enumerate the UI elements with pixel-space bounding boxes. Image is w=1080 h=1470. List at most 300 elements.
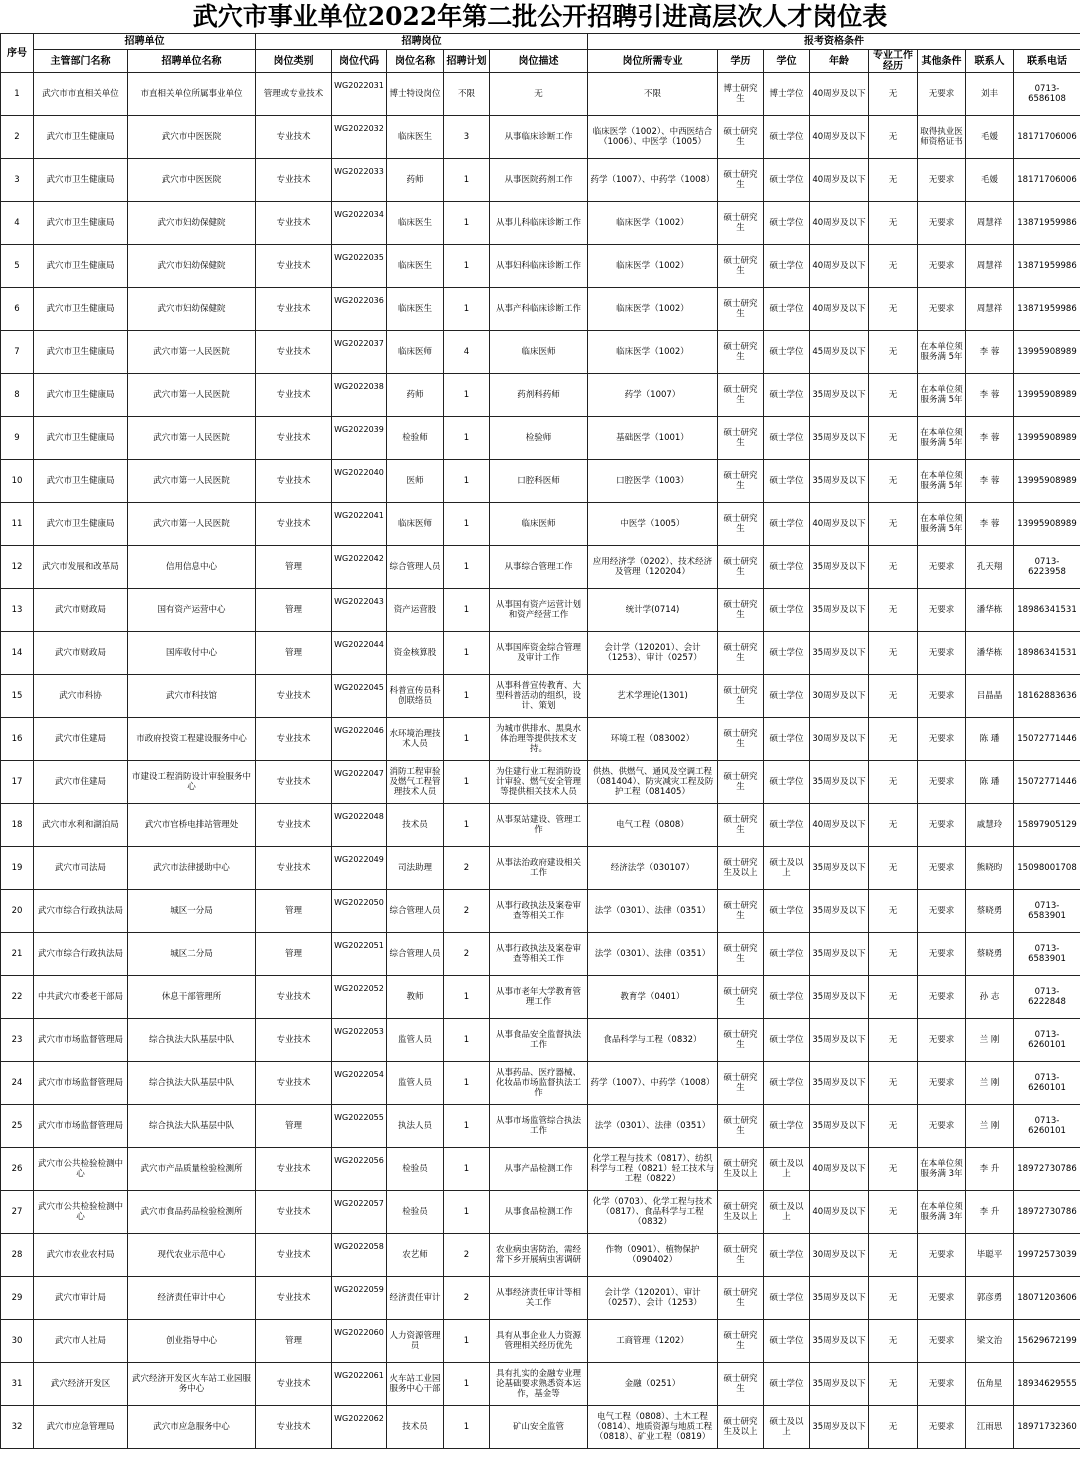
cell-unit: 武穴经济开发区火车站工业园服务中心	[128, 1363, 256, 1406]
cell-unit: 城区一分局	[128, 890, 256, 933]
cell-unit: 武穴市法律援助中心	[128, 847, 256, 890]
cell-other: 无要求	[918, 202, 966, 245]
cell-dept: 武穴市审计局	[34, 1277, 128, 1320]
cell-contact: 兰 刚	[966, 1105, 1014, 1148]
cell-code: WG2022052	[332, 976, 387, 1019]
cell-age: 30周岁及以下	[810, 675, 869, 718]
table-row	[1, 460, 1080, 503]
cell-unit: 综合执法大队基层中队	[128, 1019, 256, 1062]
cell-degree: 硕士学位	[764, 417, 810, 460]
cell-unit: 创业指导中心	[128, 1320, 256, 1363]
cell-other: 无要求	[918, 73, 966, 116]
cell-phone: 18971732360	[1014, 1406, 1080, 1449]
cell-age: 35周岁及以下	[810, 1363, 869, 1406]
cell-category: 管理	[256, 890, 332, 933]
cell-code: WG2022043	[332, 589, 387, 632]
table-row	[1, 761, 1080, 804]
cell-code: WG2022033	[332, 159, 387, 202]
cell-edu: 硕士研究生	[718, 460, 764, 503]
cell-post: 临床医生	[387, 288, 444, 331]
cell-degree: 硕士学位	[764, 202, 810, 245]
table-row	[1, 245, 1080, 288]
cell-desc: 农业病虫害防治，需经常下乡开展病虫害调研	[490, 1234, 588, 1277]
cell-age: 35周岁及以下	[810, 1019, 869, 1062]
cell-post: 药师	[387, 159, 444, 202]
cell-unit: 武穴市官桥电排站管理处	[128, 804, 256, 847]
cell-edu: 硕士研究生	[718, 890, 764, 933]
cell-contact: 毕聪平	[966, 1234, 1014, 1277]
cell-edu: 硕士研究生	[718, 331, 764, 374]
cell-seq: 10	[1, 460, 34, 503]
cell-major: 化学工程与技术（0817）、纺织科学与工程（0821）轻工技术与工程（0822）	[588, 1148, 718, 1191]
table-row	[1, 417, 1080, 460]
cell-desc: 临床医师	[490, 331, 588, 374]
cell-major: 不限	[588, 73, 718, 116]
cell-age: 35周岁及以下	[810, 933, 869, 976]
cell-other: 无要求	[918, 1277, 966, 1320]
cell-degree: 博士学位	[764, 73, 810, 116]
table-row	[1, 1191, 1080, 1234]
cell-post: 药师	[387, 374, 444, 417]
cell-post: 科普宣传员科创联络员	[387, 675, 444, 718]
cell-other: 在本单位须服务满 5年	[918, 460, 966, 503]
cell-major: 临床医学（1002）	[588, 245, 718, 288]
cell-desc: 从事医院药剂工作	[490, 159, 588, 202]
cell-exp: 无	[869, 1191, 918, 1234]
cell-code: WG2022048	[332, 804, 387, 847]
table-body	[1, 73, 1080, 1449]
cell-code: WG2022054	[332, 1062, 387, 1105]
cell-degree: 硕士学位	[764, 159, 810, 202]
table-row	[1, 1019, 1080, 1062]
cell-edu: 硕士研究生	[718, 589, 764, 632]
cell-category: 专业技术	[256, 761, 332, 804]
cell-major: 临床医学（1002）	[588, 288, 718, 331]
cell-edu: 硕士研究生	[718, 804, 764, 847]
cell-major: 电气工程（0808）、土木工程（0814）、地质资源与地质工程（0818）、矿业工程（0819）	[588, 1406, 718, 1449]
cell-contact: 兰 刚	[966, 1019, 1014, 1062]
cell-dept: 武穴市财政局	[34, 632, 128, 675]
cell-category: 专业技术	[256, 288, 332, 331]
cell-desc: 从事泵站建设、管理工作	[490, 804, 588, 847]
table-row	[1, 503, 1080, 546]
cell-exp: 无	[869, 374, 918, 417]
table-row	[1, 632, 1080, 675]
cell-desc: 从事产品检测工作	[490, 1148, 588, 1191]
cell-major: 基础医学（1001）	[588, 417, 718, 460]
cell-seq: 17	[1, 761, 34, 804]
cell-phone: 18162883636	[1014, 675, 1080, 718]
cell-contact: 李 蓉	[966, 503, 1014, 546]
table-row	[1, 1234, 1080, 1277]
cell-edu: 硕士研究生	[718, 288, 764, 331]
cell-desc: 无	[490, 73, 588, 116]
cell-exp: 无	[869, 116, 918, 159]
cell-desc: 从事妇科临床诊断工作	[490, 245, 588, 288]
cell-desc: 从事儿科临床诊断工作	[490, 202, 588, 245]
cell-edu: 硕士研究生	[718, 116, 764, 159]
cell-desc: 药剂科药师	[490, 374, 588, 417]
cell-desc: 口腔科医师	[490, 460, 588, 503]
cell-major: 药学（1007）、中药学（1008）	[588, 1062, 718, 1105]
cell-post: 临床医生	[387, 202, 444, 245]
cell-phone: 13995908989	[1014, 460, 1080, 503]
cell-seq: 29	[1, 1277, 34, 1320]
cell-exp: 无	[869, 933, 918, 976]
cell-major: 环境工程（083002）	[588, 718, 718, 761]
cell-code: WG2022055	[332, 1105, 387, 1148]
cell-plan: 1	[444, 288, 490, 331]
cell-unit: 国有资产运营中心	[128, 589, 256, 632]
cell-plan: 1	[444, 804, 490, 847]
cell-exp: 无	[869, 546, 918, 589]
cell-desc: 具有从事企业人力资源管理相关经历优先	[490, 1320, 588, 1363]
cell-unit: 休息干部管理所	[128, 976, 256, 1019]
cell-other: 在本单位须服务满 3年	[918, 1191, 966, 1234]
cell-edu: 硕士研究生	[718, 1234, 764, 1277]
cell-degree: 硕士学位	[764, 1019, 810, 1062]
table-row	[1, 1062, 1080, 1105]
cell-contact: 李 升	[966, 1191, 1014, 1234]
cell-other: 无要求	[918, 718, 966, 761]
cell-desc: 从事临床诊断工作	[490, 116, 588, 159]
cell-phone: 15897905129	[1014, 804, 1080, 847]
header-code: 岗位代码	[332, 50, 387, 73]
cell-exp: 无	[869, 417, 918, 460]
cell-plan: 1	[444, 1363, 490, 1406]
cell-major: 供热、供燃气、通风及空调工程（081404）、防灾减灾工程及防护工程（081405）	[588, 761, 718, 804]
cell-phone: 15072771446	[1014, 761, 1080, 804]
cell-code: WG2022060	[332, 1320, 387, 1363]
cell-age: 35周岁及以下	[810, 1320, 869, 1363]
cell-degree: 硕士学位	[764, 1234, 810, 1277]
header-degree: 学位	[764, 50, 810, 73]
cell-unit: 武穴市科技馆	[128, 675, 256, 718]
cell-seq: 24	[1, 1062, 34, 1105]
cell-phone: 13995908989	[1014, 417, 1080, 460]
cell-code: WG2022051	[332, 933, 387, 976]
cell-age: 35周岁及以下	[810, 417, 869, 460]
cell-category: 专业技术	[256, 1406, 332, 1449]
header-other: 其他条件	[918, 50, 966, 73]
cell-category: 专业技术	[256, 976, 332, 1019]
cell-exp: 无	[869, 159, 918, 202]
cell-contact: 李 升	[966, 1148, 1014, 1191]
cell-code: WG2022047	[332, 761, 387, 804]
cell-degree: 硕士学位	[764, 288, 810, 331]
cell-phone: 13995908989	[1014, 331, 1080, 374]
cell-code: WG2022041	[332, 503, 387, 546]
cell-edu: 硕士研究生	[718, 1019, 764, 1062]
cell-age: 40周岁及以下	[810, 116, 869, 159]
cell-desc: 具有扎实的金融专业理论基础要求熟悉资本运作，基金等	[490, 1363, 588, 1406]
cell-major: 食品科学与工程（0832）	[588, 1019, 718, 1062]
cell-unit: 市直相关单位所属事业单位	[128, 73, 256, 116]
cell-age: 35周岁及以下	[810, 632, 869, 675]
cell-seq: 15	[1, 675, 34, 718]
cell-other: 无要求	[918, 804, 966, 847]
cell-age: 35周岁及以下	[810, 589, 869, 632]
cell-edu: 硕士研究生	[718, 761, 764, 804]
header-edu: 学历	[718, 50, 764, 73]
cell-degree: 硕士学位	[764, 761, 810, 804]
table-row	[1, 933, 1080, 976]
cell-age: 40周岁及以下	[810, 503, 869, 546]
cell-plan: 1	[444, 1191, 490, 1234]
cell-edu: 硕士研究生	[718, 1277, 764, 1320]
header-condition-group: 报考资格条件	[588, 34, 1080, 50]
cell-phone: 19972573039	[1014, 1234, 1080, 1277]
cell-major: 电气工程（0808）	[588, 804, 718, 847]
cell-edu: 硕士研究生	[718, 417, 764, 460]
cell-seq: 9	[1, 417, 34, 460]
cell-dept: 武穴市公共检验检测中心	[34, 1148, 128, 1191]
cell-age: 35周岁及以下	[810, 890, 869, 933]
cell-phone: 13995908989	[1014, 503, 1080, 546]
cell-plan: 1	[444, 374, 490, 417]
header-age: 年龄	[810, 50, 869, 73]
cell-dept: 武穴市卫生健康局	[34, 288, 128, 331]
cell-major: 会计学（120201）、审计（0257）、会计（1253）	[588, 1277, 718, 1320]
cell-degree: 硕士学位	[764, 503, 810, 546]
header-category: 岗位类别	[256, 50, 332, 73]
cell-seq: 32	[1, 1406, 34, 1449]
cell-unit: 武穴市应急服务中心	[128, 1406, 256, 1449]
cell-phone: 0713-6260101	[1014, 1105, 1080, 1148]
cell-contact: 潘华栋	[966, 589, 1014, 632]
cell-seq: 23	[1, 1019, 34, 1062]
cell-desc: 临床医师	[490, 503, 588, 546]
cell-unit: 城区二分局	[128, 933, 256, 976]
cell-dept: 武穴市卫生健康局	[34, 159, 128, 202]
cell-seq: 16	[1, 718, 34, 761]
cell-plan: 3	[444, 116, 490, 159]
cell-post: 技术员	[387, 804, 444, 847]
cell-desc: 为住建行业工程消防设计审验、燃气安全管理等提供相关技术人员	[490, 761, 588, 804]
cell-edu: 硕士研究生	[718, 632, 764, 675]
cell-seq: 3	[1, 159, 34, 202]
cell-desc: 从事行政执法及案卷审查等相关工作	[490, 933, 588, 976]
cell-degree: 硕士学位	[764, 976, 810, 1019]
cell-dept: 武穴市卫生健康局	[34, 116, 128, 159]
cell-contact: 李 蓉	[966, 331, 1014, 374]
cell-plan: 1	[444, 417, 490, 460]
cell-degree: 硕士学位	[764, 890, 810, 933]
cell-plan: 1	[444, 1148, 490, 1191]
cell-unit: 武穴市产品质量检验检测所	[128, 1148, 256, 1191]
cell-contact: 郭彦勇	[966, 1277, 1014, 1320]
cell-plan: 不限	[444, 73, 490, 116]
cell-seq: 18	[1, 804, 34, 847]
cell-category: 管理或专业技术	[256, 73, 332, 116]
cell-edu: 硕士研究生	[718, 976, 764, 1019]
cell-exp: 无	[869, 1105, 918, 1148]
cell-contact: 孔天翔	[966, 546, 1014, 589]
table-row	[1, 288, 1080, 331]
cell-plan: 1	[444, 202, 490, 245]
cell-age: 40周岁及以下	[810, 804, 869, 847]
cell-contact: 潘华栋	[966, 632, 1014, 675]
cell-exp: 无	[869, 675, 918, 718]
cell-degree: 硕士学位	[764, 718, 810, 761]
cell-contact: 蔡晓勇	[966, 933, 1014, 976]
cell-category: 专业技术	[256, 1148, 332, 1191]
cell-other: 无要求	[918, 632, 966, 675]
cell-plan: 4	[444, 331, 490, 374]
cell-dept: 武穴市卫生健康局	[34, 374, 128, 417]
cell-seq: 31	[1, 1363, 34, 1406]
cell-desc: 从事国库资金综合管理及审计工作	[490, 632, 588, 675]
cell-post: 临床医师	[387, 503, 444, 546]
cell-contact: 梁文治	[966, 1320, 1014, 1363]
cell-age: 35周岁及以下	[810, 1406, 869, 1449]
table-row	[1, 546, 1080, 589]
cell-seq: 14	[1, 632, 34, 675]
cell-desc: 从事法治政府建设相关工作	[490, 847, 588, 890]
cell-desc: 从事产科临床诊断工作	[490, 288, 588, 331]
cell-category: 专业技术	[256, 460, 332, 503]
cell-other: 无要求	[918, 589, 966, 632]
cell-post: 监管人员	[387, 1062, 444, 1105]
cell-exp: 无	[869, 245, 918, 288]
cell-dept: 武穴市发展和改革局	[34, 546, 128, 589]
cell-major: 口腔医学（1003）	[588, 460, 718, 503]
cell-age: 35周岁及以下	[810, 546, 869, 589]
recruitment-table	[0, 33, 1080, 1449]
cell-desc: 从事市场监管综合执法工作	[490, 1105, 588, 1148]
cell-other: 无要求	[918, 1406, 966, 1449]
cell-exp: 无	[869, 1406, 918, 1449]
cell-unit: 综合执法大队基层中队	[128, 1062, 256, 1105]
cell-code: WG2022034	[332, 202, 387, 245]
cell-desc: 从事食品检测工作	[490, 1191, 588, 1234]
cell-exp: 无	[869, 1277, 918, 1320]
cell-phone: 18171706006	[1014, 159, 1080, 202]
cell-code: WG2022032	[332, 116, 387, 159]
cell-contact: 兰 刚	[966, 1062, 1014, 1105]
cell-age: 40周岁及以下	[810, 288, 869, 331]
cell-exp: 无	[869, 847, 918, 890]
cell-seq: 1	[1, 73, 34, 116]
header-unit: 招聘单位名称	[128, 50, 256, 73]
cell-category: 专业技术	[256, 331, 332, 374]
cell-unit: 综合执法大队基层中队	[128, 1105, 256, 1148]
cell-major: 法学（0301）、法律（0351）	[588, 890, 718, 933]
cell-dept: 武穴市水利和湖泊局	[34, 804, 128, 847]
cell-plan: 1	[444, 1406, 490, 1449]
cell-post: 检验员	[387, 1191, 444, 1234]
cell-post: 资产运营股	[387, 589, 444, 632]
cell-other: 在本单位须服务满 3年	[918, 1148, 966, 1191]
cell-post: 人力资源管理员	[387, 1320, 444, 1363]
cell-category: 管理	[256, 1320, 332, 1363]
cell-other: 无要求	[918, 1105, 966, 1148]
cell-edu: 硕士研究生及以上	[718, 1148, 764, 1191]
cell-unit: 武穴市第一人民医院	[128, 374, 256, 417]
cell-category: 专业技术	[256, 374, 332, 417]
cell-exp: 无	[869, 202, 918, 245]
cell-unit: 武穴市中医医院	[128, 159, 256, 202]
cell-edu: 硕士研究生	[718, 1363, 764, 1406]
cell-phone: 18972730786	[1014, 1148, 1080, 1191]
cell-code: WG2022031	[332, 73, 387, 116]
cell-exp: 无	[869, 331, 918, 374]
cell-other: 无要求	[918, 159, 966, 202]
cell-category: 专业技术	[256, 1363, 332, 1406]
cell-unit: 信用信息中心	[128, 546, 256, 589]
cell-post: 临床医师	[387, 331, 444, 374]
cell-exp: 无	[869, 503, 918, 546]
cell-seq: 27	[1, 1191, 34, 1234]
header-plan: 招聘计划	[444, 50, 490, 73]
cell-major: 中医学（1005）	[588, 503, 718, 546]
header-contact: 联系人	[966, 50, 1014, 73]
cell-exp: 无	[869, 460, 918, 503]
cell-post: 教师	[387, 976, 444, 1019]
cell-age: 35周岁及以下	[810, 1062, 869, 1105]
cell-phone: 0713-6260101	[1014, 1019, 1080, 1062]
cell-post: 火车站工业园服务中心干部	[387, 1363, 444, 1406]
cell-degree: 硕士学位	[764, 675, 810, 718]
cell-contact: 毛媛	[966, 116, 1014, 159]
cell-category: 专业技术	[256, 245, 332, 288]
cell-unit: 市政府投资工程建设服务中心	[128, 718, 256, 761]
cell-dept: 武穴市卫生健康局	[34, 245, 128, 288]
table-row	[1, 847, 1080, 890]
cell-dept: 武穴市卫生健康局	[34, 331, 128, 374]
cell-dept: 武穴市农业农村局	[34, 1234, 128, 1277]
cell-dept: 武穴市住建局	[34, 718, 128, 761]
cell-age: 30周岁及以下	[810, 1234, 869, 1277]
cell-post: 消防工程审验及燃气工程管理技术人员	[387, 761, 444, 804]
cell-desc: 从事食品安全监督执法工作	[490, 1019, 588, 1062]
cell-phone: 0713-6586108	[1014, 73, 1080, 116]
cell-age: 45周岁及以下	[810, 331, 869, 374]
cell-seq: 22	[1, 976, 34, 1019]
cell-code: WG2022050	[332, 890, 387, 933]
cell-degree: 硕士学位	[764, 1277, 810, 1320]
cell-code: WG2022037	[332, 331, 387, 374]
cell-exp: 无	[869, 976, 918, 1019]
cell-code: WG2022056	[332, 1148, 387, 1191]
cell-degree: 硕士学位	[764, 116, 810, 159]
cell-major: 教育学（0401）	[588, 976, 718, 1019]
cell-exp: 无	[869, 761, 918, 804]
header-desc: 岗位描述	[490, 50, 588, 73]
cell-other: 无要求	[918, 761, 966, 804]
cell-category: 专业技术	[256, 1191, 332, 1234]
cell-phone: 18972730786	[1014, 1191, 1080, 1234]
cell-contact: 戚慧玲	[966, 804, 1014, 847]
page-title: 武穴市事业单位2022年第二批公开招聘引进高层次人才岗位表	[192, 2, 888, 31]
cell-phone: 15098001708	[1014, 847, 1080, 890]
cell-other: 无要求	[918, 1019, 966, 1062]
cell-exp: 无	[869, 589, 918, 632]
cell-code: WG2022059	[332, 1277, 387, 1320]
cell-post: 司法助理	[387, 847, 444, 890]
cell-unit: 武穴市第一人民医院	[128, 417, 256, 460]
cell-dept: 武穴市财政局	[34, 589, 128, 632]
cell-desc: 为城市供排水、黑臭水体治理等提供技术支持。	[490, 718, 588, 761]
cell-post: 农艺师	[387, 1234, 444, 1277]
cell-major: 统计学(0714)	[588, 589, 718, 632]
cell-age: 35周岁及以下	[810, 460, 869, 503]
cell-age: 30周岁及以下	[810, 718, 869, 761]
cell-desc: 从事经济责任审计等相关工作	[490, 1277, 588, 1320]
cell-dept: 武穴市综合行政执法局	[34, 890, 128, 933]
cell-desc: 检验师	[490, 417, 588, 460]
cell-category: 专业技术	[256, 675, 332, 718]
